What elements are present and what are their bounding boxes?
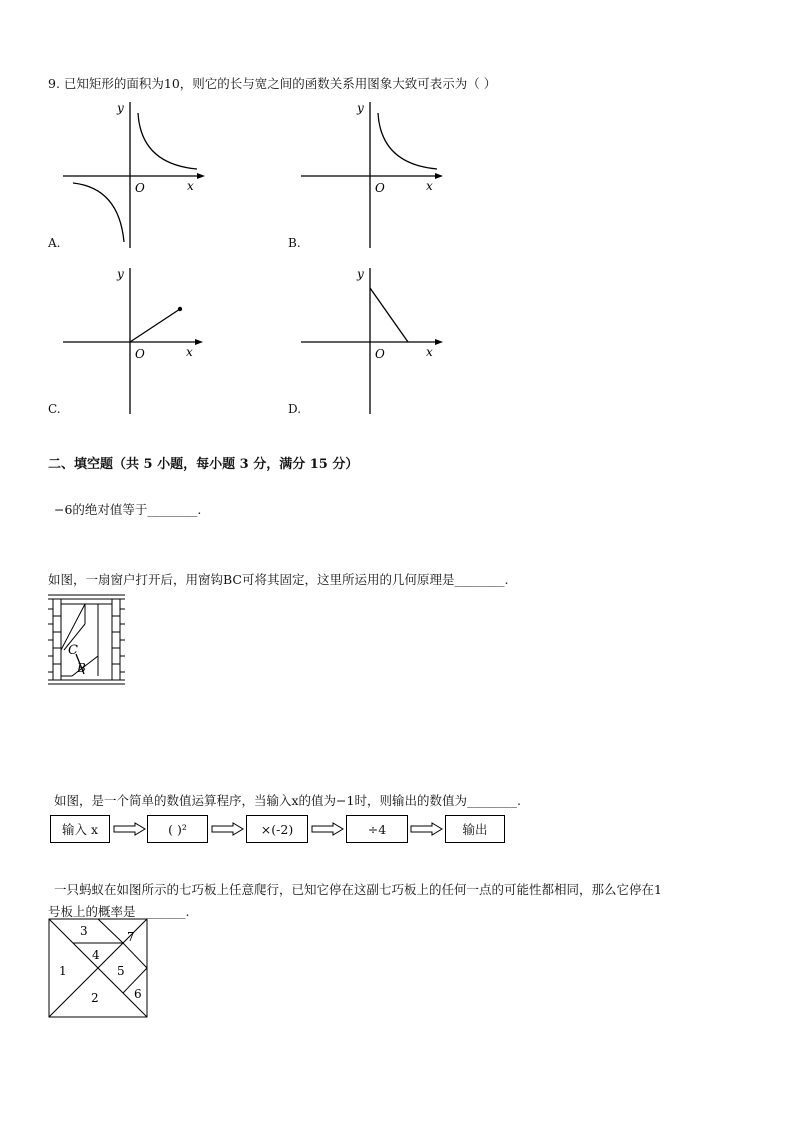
graph-d-x-label: x bbox=[426, 345, 433, 359]
window-label-c: C bbox=[68, 643, 78, 658]
question-window: 如图，一扇窗户打开后，用窗钩BC可将其固定，这里所运用的几何原理是________. bbox=[48, 572, 509, 587]
question-program: 如图，是一个简单的数值运算程序，当输入x的值为−1时，则输出的数值为________. bbox=[54, 793, 521, 808]
question-9-text: 9. 已知矩形的面积为10，则它的长与宽之间的函数关系用图象大致可表示为（ ） bbox=[48, 76, 497, 91]
question-absolute-value: −6的绝对值等于________. bbox=[54, 502, 202, 517]
option-c-label: C. bbox=[48, 402, 61, 416]
graph-d-origin-label: O bbox=[375, 347, 385, 361]
flow-arrow-1 bbox=[113, 822, 147, 836]
option-b-label: B. bbox=[288, 236, 301, 250]
graph-option-a bbox=[55, 98, 205, 250]
graph-d-y-label: y bbox=[357, 267, 364, 281]
tangram-piece-2: 2 bbox=[91, 991, 99, 1005]
tangram-piece-6: 6 bbox=[134, 987, 142, 1001]
window-label-b: B bbox=[77, 661, 86, 675]
graph-c-x-label: x bbox=[186, 345, 193, 359]
window-diagram bbox=[48, 594, 128, 686]
flow-box-square: ( )² bbox=[147, 815, 208, 843]
tangram-piece-3: 3 bbox=[80, 924, 88, 938]
graph-b-y-label: y bbox=[357, 101, 364, 115]
flow-box-divide: ÷4 bbox=[346, 815, 408, 843]
graph-a-y-label: y bbox=[117, 101, 124, 115]
flow-arrow-4 bbox=[410, 822, 444, 836]
question-tangram-line1: 一只蚂蚁在如图所示的七巧板上任意爬行，已知它停在这副七巧板上的任何一点的可能性都相同，那么它停在1 bbox=[54, 882, 662, 897]
graph-b-origin-label: O bbox=[375, 181, 385, 195]
graph-c-origin-label: O bbox=[135, 347, 145, 361]
graph-a-origin-label: O bbox=[135, 181, 145, 195]
flow-box-input: 输入 x bbox=[50, 815, 110, 843]
graph-option-d bbox=[295, 264, 445, 416]
graph-c-y-label: y bbox=[117, 267, 124, 281]
tangram-piece-5: 5 bbox=[117, 964, 125, 978]
graph-option-c bbox=[55, 264, 205, 416]
graph-option-b bbox=[295, 98, 445, 250]
tangram-piece-1: 1 bbox=[59, 964, 67, 978]
option-d-label: D. bbox=[288, 402, 302, 416]
tangram-piece-7: 7 bbox=[127, 930, 135, 944]
flow-arrow-3 bbox=[311, 822, 345, 836]
flow-box-multiply: ×(-2) bbox=[246, 815, 308, 843]
graph-b-x-label: x bbox=[426, 179, 433, 193]
flow-arrow-2 bbox=[211, 822, 245, 836]
flow-box-output: 输出 bbox=[445, 815, 505, 843]
question-tangram-line2: 号板上的概率是________. bbox=[48, 904, 190, 919]
option-a-label: A. bbox=[48, 236, 61, 250]
tangram-piece-4: 4 bbox=[92, 948, 100, 962]
section-heading: 二、填空题（共 5 小题，每小题 3 分，满分 15 分） bbox=[48, 457, 359, 472]
graph-a-x-label: x bbox=[187, 179, 194, 193]
tangram-diagram bbox=[48, 918, 150, 1020]
